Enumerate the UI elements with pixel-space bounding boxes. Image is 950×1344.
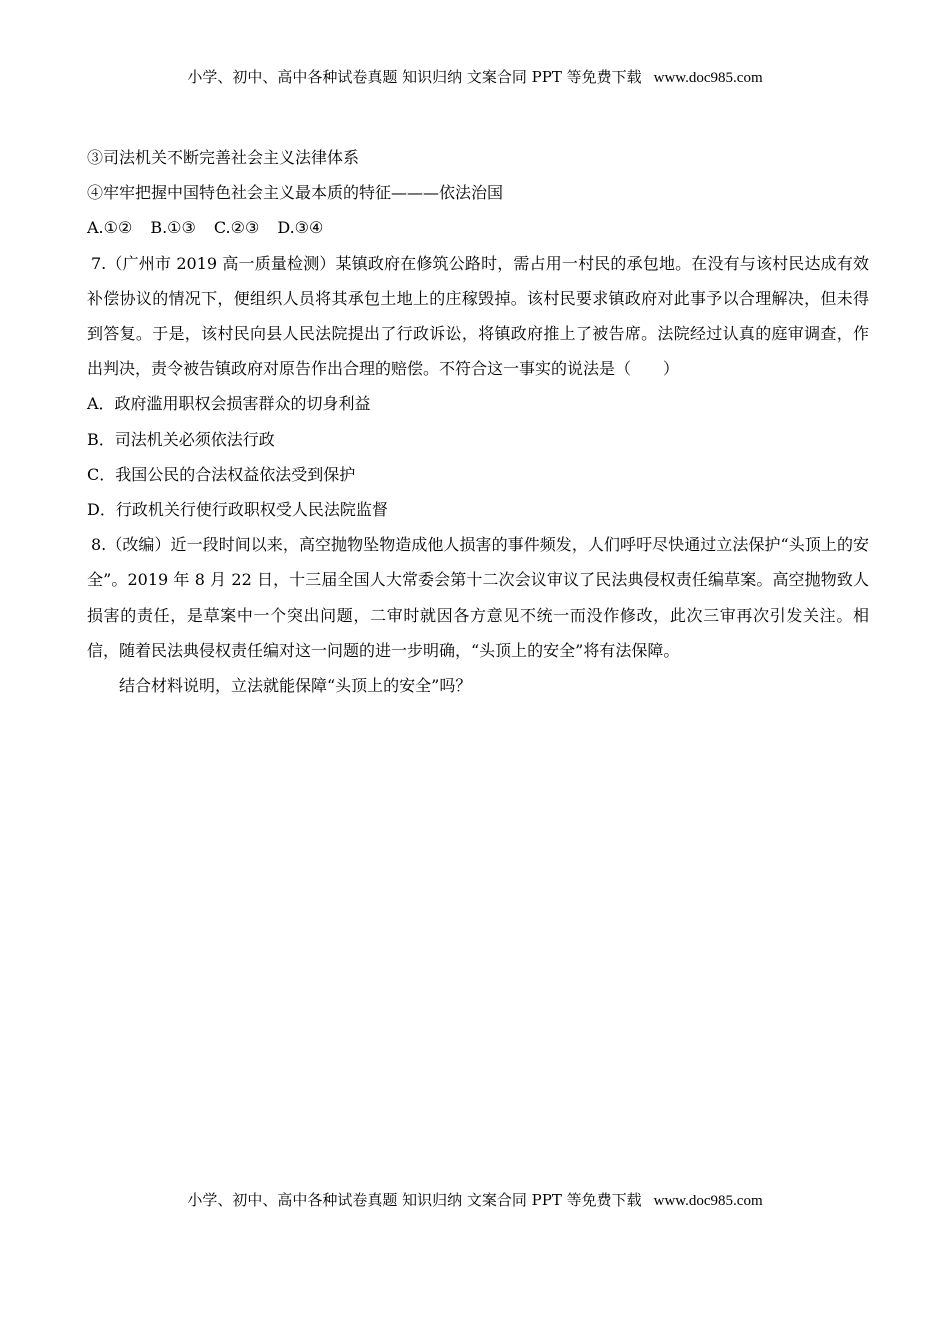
q6-option-b: B.①③ [150,218,196,238]
q8-question: 结合材料说明，立法就能保障“头顶上的安全”吗？ [119,675,472,695]
q6-item-4: ④牢牢把握中国特色社会主义最本质的特征———依法治国 [87,183,504,203]
page-footer [0,1189,950,1210]
q8-stem: 8.（改编）近一段时间以来，高空抛物坠物造成他人损害的事件频发，人们呼吁尽快通过立法保护“头顶上的安全”。2019 年 8 月 22 日，十三届全国人大常委会第十二次会议审议了民法典侵权责任编草案。高空抛物致人损害的责任，是草案中一个突出问题，二审时就因各方意见不统一而没作修改，此次三审再次引发关注。相信，随着民法典侵权责任编对这一问题的进一步明确，“头顶上的安全”将有法保障。 [87,535,869,660]
q6-option-c: C.②③ [213,218,260,238]
q6-options [87,210,869,245]
q7-option-d: D．行政机关行使行政职权受人民法院监督 [87,499,388,519]
q7-option-b: B．司法机关必须依法行政 [87,429,275,449]
q7-stem: 7.（广州市 2019 高一质量检测）某镇政府在修筑公路时，需占用一村民的承包地。在没有与该村民达成有效补偿协议的情况下，便组织人员将其承包土地上的庄稼毁掉。该村民要求镇政府对此事予以合理解决，但未得到答复。于是，该村民向县人民法院提出了行政诉讼，将镇政府推上了被告席。法院经过认真的庭审调查，作出判决，责令被告镇政府对原告作出合理的赔偿。不符合这一事实的说法是（ ） [87,253,869,379]
page-header [0,66,950,87]
q6-option-d: D.③④ [277,218,324,238]
q7-option-a: A．政府滥用职权会损害群众的切身利益 [87,394,371,414]
footer-title: 小学、初中、高中各种试卷真题 知识归纳 文案合同 PPT 等免费下载 [187,1191,642,1209]
q7-option-c: C．我国公民的合法权益依法受到保护 [87,464,356,484]
q6-item-3: ③司法机关不断完善社会主义法律体系 [87,148,360,167]
header-title: 小学、初中、高中各种试卷真题 知识归纳 文案合同 PPT 等免费下载 [187,68,642,86]
footer-site-link[interactable]: www.doc985.com [653,1193,763,1209]
page-content [87,140,869,703]
header-site-link[interactable]: www.doc985.com [653,70,763,86]
q6-option-a: A.①② [87,218,133,238]
